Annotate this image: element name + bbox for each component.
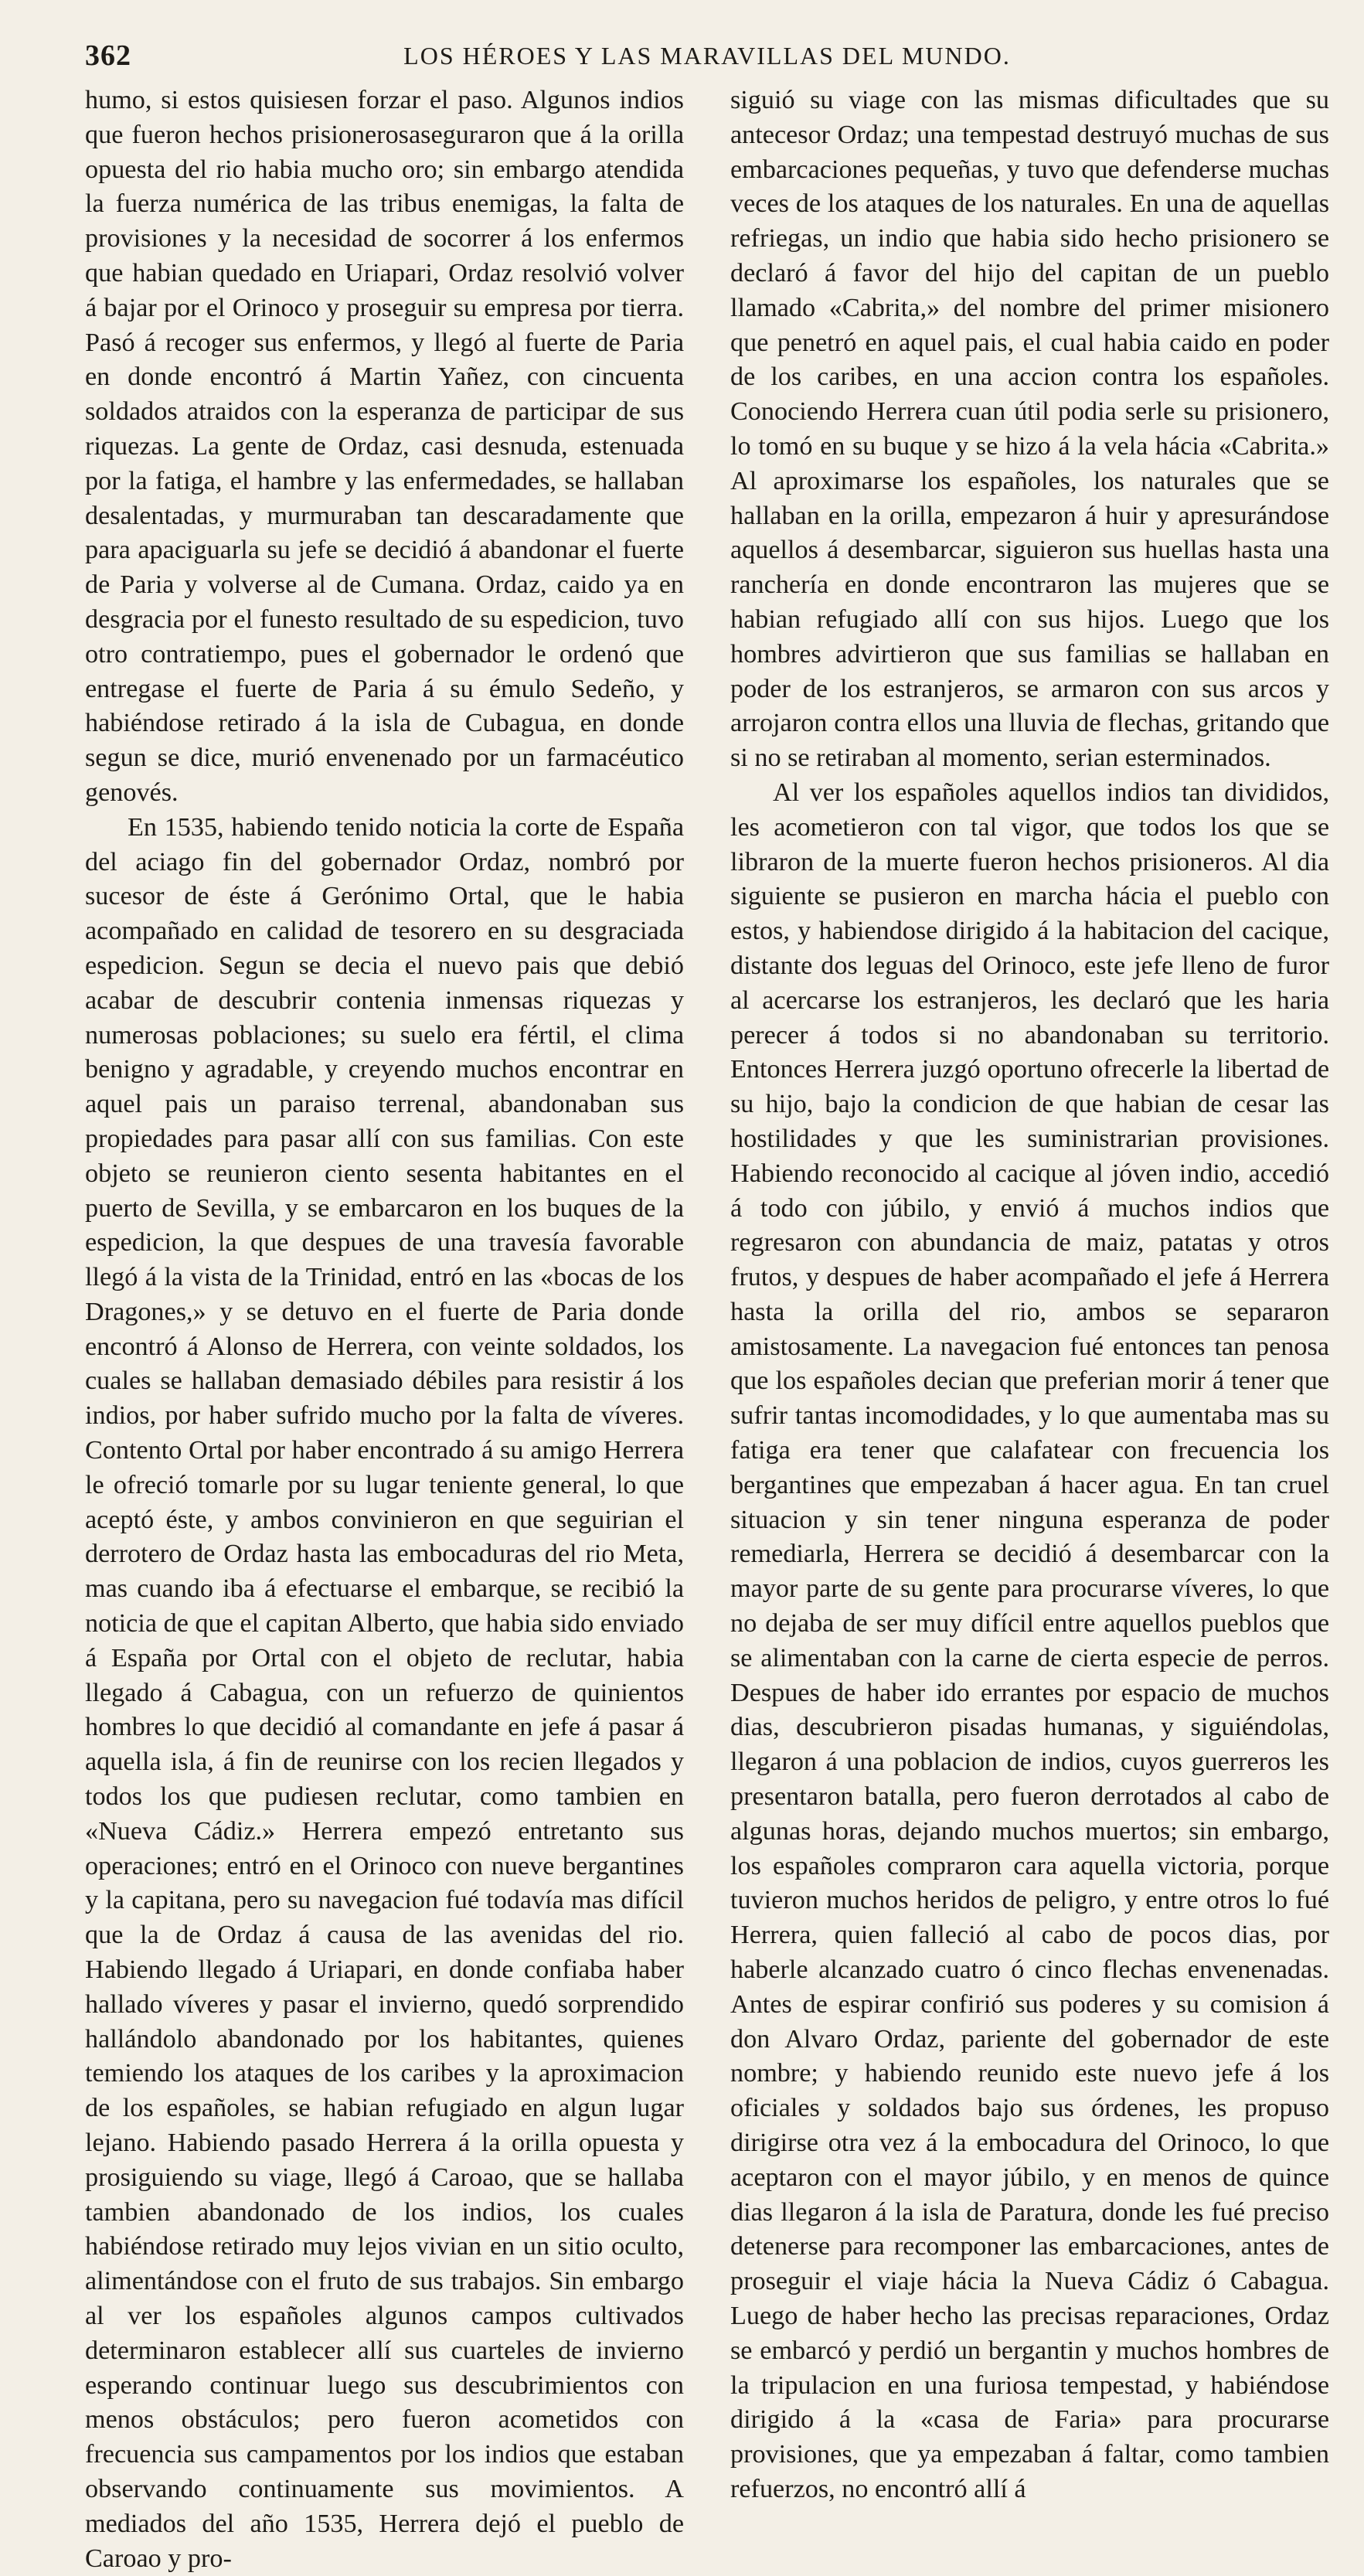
right-paragraph-1: siguió su viage con las mismas dificultades que su antecesor Ordaz; una tempestad destruyó muchas de sus embarcaciones pequeñas, y tuvo que defenderse muchas veces de los ataques de los naturales. En una de aquellas refriegas, un indio que habia sido hecho prisionero se declaró á favor del hijo del capitan de un pueblo llamado «Cabrita,» del nombre del primer misionero que penetró en aquel pais, el cual habia caido en poder de los caribes, en una accion contra los españoles. Conociendo Herrera cuan útil podia serle su prisionero, lo tomó en su buque y se hizo á la vela hácia «Cabrita.» Al aproximarse los españoles, los naturales que se hallaban en la orilla, empezaron á huir y apresurándose aquellos á desembarcar, siguieron sus huellas hasta una ranchería en donde encontraron las mujeres que se habian refugiado allí con sus hijos. Luego que los hombres advirtieron que sus familias se hallaban en poder de los estranjeros, se armaron con sus arcos y arrojaron contra ellos una lluvia de flechas, gritando que si no se retiraban al momento, serian esterminados. xyxy=(730,86,1329,773)
left-paragraph-1: humo, si estos quisiesen forzar el paso. Algunos indios que fueron hechos prisionerosaseguraron que á la orilla opuesta del rio habia mucho oro; sin embargo atendida la fuerza numérica de las tribus enemigas, la falta de provisiones y la necesidad de socorrer á los enfermos que habian quedado en Uriapari, Ordaz resolvió volver á bajar por el Orinoco y proseguir su empresa por tierra. Pasó á recoger sus enfermos, y llegó al fuerte de Paria en donde encontró á Martin Yañez, con cincuenta soldados atraidos con la esperanza de participar de sus riquezas. La gente de Ordaz, casi desnuda, estenuada por la fatiga, el hambre y las enfermedades, se hallaban desalentadas, y murmuraban tan descaradamente que para apaciguarla su jefe se decidió á abandonar el fuerte de Paria y volverse al de Cumana. Ordaz, caido ya en desgracia por el funesto resultado de su espedicion, tuvo otro contratiempo, pues el gobernador le ordenó que entregase el fuerte de Paria á su émulo Sedeño, y habiéndose retirado á la isla de Cubagua, en donde segun se dice, murió envenenado por un farmacéutico genovés. xyxy=(85,86,684,807)
left-paragraph-2: En 1535, habiendo tenido noticia la corte de España del aciago fin del gobernador Ordaz, nombró por sucesor de éste á Gerónimo Ortal, que le habia acompañado en calidad de tesorero en su desgraciada espedicion. Segun se decia el nuevo pais que debió acabar de descubrir contenia inmensas riquezas y numerosas poblaciones; su suelo era fértil, el clima benigno y agradable, y creyendo muchos encontrar en aquel pais un paraiso terrenal, abandonaban sus propiedades para pasar allí con sus familias. Con este objeto se reunieron ciento sesenta habitantes en el puerto de Sevilla, y se embarcaron en los buques de la espedicion, la que despues de una travesía favorable llegó á la vista de la Trinidad, entró en las «bocas de los Dragones,» y se detuvo en el fuerte de Paria donde encontró á Alonso de Herrera, con veinte soldados, los cuales se hallaban demasiado débiles para resistir á los indios, por haber sufrido mucho por la falta de víveres. Contento Ortal por haber encontrado á su amigo Herrera le ofreció tomarle por su lugar teniente general, lo que aceptó éste, y ambos convinieron en que seguirian el derrotero de Ordaz hasta las embocaduras del rio Meta, mas cuando iba á efectuarse el embarque, se recibió la noticia de que el capitan Alberto, que habia sido enviado á España por Ortal con el objeto de reclutar, habia llegado á Cabagua, con un refuerzo de quinientos hombres lo que decidió al comandante en jefe á pasar á aquella isla, á fin de reunirse con los recien llegados y todos los que pudiesen reclutar, como tambien en «Nueva Cádiz.» Herrera empezó entretanto sus operaciones; entró en el Orinoco con nueve bergantines y la capitana, pero su navegacion fué todavía mas difícil que la de Ordaz á causa de las avenidas del rio. Habiendo llegado á Uriapari, en donde confiaba haber hallado víveres y pasar el invierno, quedó sorprendido hallándolo abandonado por los habitantes, quienes temiendo los ataques de los caribes y la aproximacion de los españoles, se habian refugiado en algun lugar lejano. Habiendo pasado Herrera á la orilla opuesta y prosiguiendo su viage, llegó á Caroao, que se hallaba tambien abandonado de los indios, los cuales habiéndose retirado muy lejos vivian en un sitio oculto, alimentándose con el fruto de sus trabajos. Sin embargo al ver los españoles algunos campos cultivados determinaron establecer allí sus cuarteles de invierno esperando continuar luego sus descubrimientos con menos obstáculos; pero fueron acometidos con frecuencia sus campamentos por los indios que estaban observando continuamente sus movimientos. A mediados del año 1535, Herrera dejó el pueblo de Caroao y pro- xyxy=(85,812,684,2573)
left-column xyxy=(85,83,684,2573)
right-paragraph-2: Al ver los españoles aquellos indios tan divididos, les acometieron con tal vigor, que todos los que se libraron de la muerte fueron hechos prisioneros. Al dia siguiente se pusieron en marcha hácia el pueblo con estos, y habiendose dirigido á la habitacion del cacique, distante dos leguas del Orinoco, este jefe lleno de furor al acercarse los estranjeros, les declaró que les haria perecer á todos si no abandonaban su territorio. Entonces Herrera juzgó oportuno ofrecerle la libertad de su hijo, bajo la condicion de que habian de cesar las hostilidades y que les suministrarian provisiones. Habiendo reconocido al cacique al jóven indio, accedió á todo con júbilo, y envió á muchos indios que regresaron con abundancia de maiz, patatas y otros frutos, y despues de haber acompañado el jefe á Herrera hasta la orilla del rio, ambos se separaron amistosamente. La navegacion fué entonces tan penosa que los españoles decian que preferian morir á tener que sufrir tantas incomodidades, y lo que aumentaba mas su fatiga era tener que calafatear con frecuencia los bergantines que empezaban á hacer agua. En tan cruel situacion y sin tener ninguna esperanza de poder remediarla, Herrera se decidió á desembarcar con la mayor parte de su gente para procurarse víveres, lo que no dejaba de ser muy difícil entre aquellos pueblos que se alimentaban con la carne de cierta especie de perros. Despues de haber ido errantes por espacio de muchos dias, descubrieron pisadas humanas, y siguiéndolas, llegaron á una poblacion de indios, cuyos guerreros les presentaron batalla, pero fueron derrotados al cabo de algunas horas, dejando muchos muertos; sin embargo, los españoles compraron cara aquella victoria, porque tuvieron muchos heridos de peligro, y entre otros lo fué Herrera, quien falleció al cabo de pocos dias, por haberle alcanzado cuatro ó cinco flechas envenenadas. Antes de espirar confirió sus poderes y su comision á don Alvaro Ordaz, pariente del gobernador de este nombre; y habiendo reunido este nuevo jefe á los oficiales y soldados bajo sus órdenes, les propuso dirigirse otra vez á la embocadura del Orinoco, lo que aceptaron con el mayor júbilo, y en menos de quince dias llegaron á la isla de Paratura, donde les fué preciso detenerse para recomponer las embarcaciones, antes de proseguir el viaje hácia la Nueva Cádiz ó Cabagua. Luego de haber hecho las precisas reparaciones, Ordaz se embarcó y perdió un bergantin y muchos hombres de la tripulacion en una furiosa tempestad, y habiéndose dirigido á la «casa de Faria» para procurarse provisiones, que ya empezaban á faltar, como tambien refuerzos, no encontró allí á xyxy=(730,778,1329,2503)
page-number: 362 xyxy=(85,39,131,72)
right-column xyxy=(730,83,1329,2503)
running-title: LOS HÉROES Y LAS MARAVILLAS DEL MUNDO. xyxy=(403,42,1011,70)
page-header xyxy=(85,34,1329,80)
